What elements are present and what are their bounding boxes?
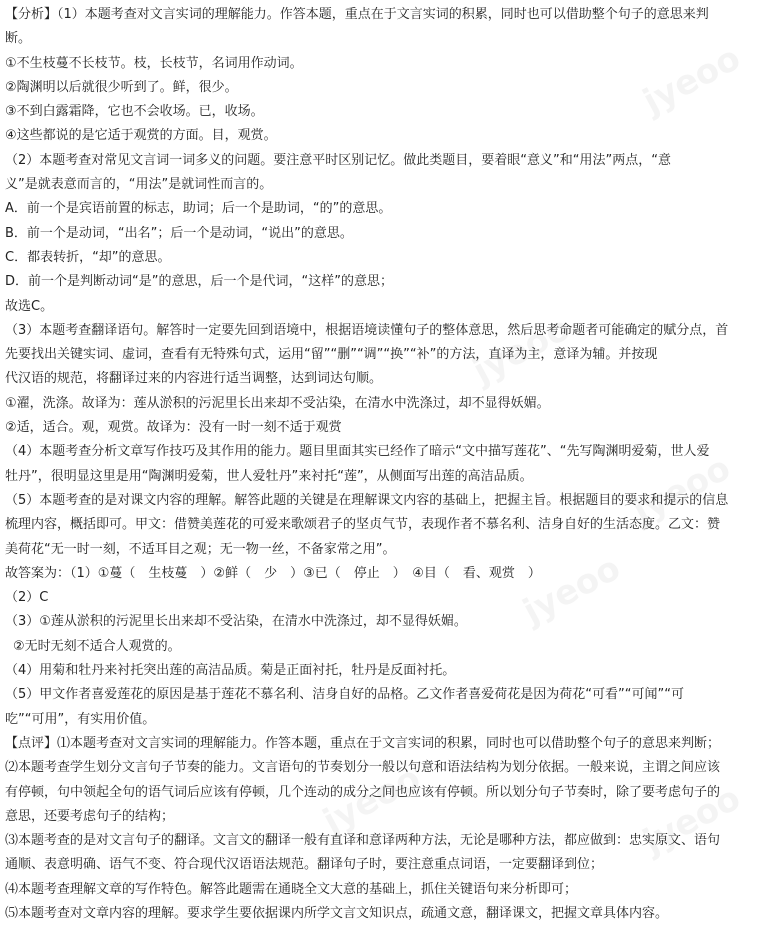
answer-line: （2）C bbox=[5, 590, 49, 606]
text-line: 断。 bbox=[5, 31, 32, 47]
answer-line: （5）甲文作者喜爱莲花的原因是基于莲花不慕名利、洁身自好的品格。乙文作者喜爱荷花是因为荷花“可看”“可闻”“可 bbox=[5, 687, 684, 703]
text-line: ①濯，洗涤。故译为：莲从淤积的污泥里长出来却不受沾染，在清水中洗涤过，却不显得妖媚。 bbox=[5, 395, 550, 411]
text-line: （2）本题考查对常见文言词一词多义的问题。要注意平时区别记忆。做此类题目，要着眼“意义”和“用法”两点，“意 bbox=[5, 152, 671, 168]
text-line: （5）本题考查的是对课文内容的理解。解答此题的关键是在理解课文内容的基础上，把握主旨。根据题目的要求和提示的信息 bbox=[5, 492, 729, 508]
text-line: 代汉语的规范，将翻译过来的内容进行适当调整，达到词达句顺。 bbox=[5, 371, 383, 387]
text-line: 牡丹”，很明显这里是用“陶渊明爱菊，世人爱牡丹”来衬托“莲”，从侧面写出莲的高洁品质。 bbox=[5, 468, 533, 484]
text-line: （3）本题考查翻译语句。解答时一定要先回到语境中，根据语境读懂句子的整体意思，然后思考命题者可能确定的赋分点，首 bbox=[5, 322, 729, 338]
comment-line: ⑷本题考查理解文章的写作特色。解答此题需在通晓全文大意的基础上，抓住关键语句来分析即可； bbox=[5, 881, 578, 897]
option-line: B．前一个是动词，“出名”；后一个是动词，“说出”的意思。 bbox=[5, 225, 353, 241]
option-line: A．前一个是宾语前置的标志，助词；后一个是助词，“的”的意思。 bbox=[5, 201, 392, 217]
text-line: ②适，适合。观，观赏。故译为：没有一时一刻不适于观赏 bbox=[5, 420, 342, 436]
text-line: 故选C。 bbox=[5, 298, 54, 314]
answer-line: 吃”“可用”，有实用价值。 bbox=[5, 711, 156, 727]
comment-line: ⑸本题考查对文章内容的理解。要求学生要依据课内所学文言文知识点，疏通文意，翻译课文，把握文章具体内容。 bbox=[5, 905, 669, 921]
text-line: （4）本题考查分析文章写作技巧及其作用的能力。题目里面其实已经作了暗示“文中描写莲花”、“先写陶渊明爱菊，世人爱 bbox=[5, 444, 710, 460]
comment-line: ⑵本题考查学生划分文言句子节奏的能力。文言语句的节奏划分一般以句意和语法结构为划分依据。一般来说，主谓之间应该 bbox=[5, 760, 721, 776]
comment-line: 意思，还要考虑句子的结构； bbox=[5, 808, 175, 824]
text-line: ②陶渊明以后就很少听到了。鲜，很少。 bbox=[5, 79, 238, 95]
text-line: 先要找出关键实词、虚词，查看有无特殊句式，运用“留”“删”“调”“换”“补”的方法，直译为主，意译为辅。并按现 bbox=[5, 347, 658, 363]
text-line: ③不到白露霜降，它也不会收场。已，收场。 bbox=[5, 104, 264, 120]
answer-line: （4）用菊和牡丹来衬托突出莲的高洁品质。菊是正面衬托，牡丹是反面衬托。 bbox=[5, 663, 456, 679]
option-line: D．前一个是判断动词“是”的意思，后一个是代词，“这样”的意思； bbox=[5, 274, 393, 290]
text-line: ①不生枝蔓不长枝节。枝，长枝节，名词用作动词。 bbox=[5, 55, 303, 71]
comment-line: 通顺、表意明确、语气不变、符合现代汉语语法规范。翻译句子时，要注意重点词语，一定要翻译到位； bbox=[5, 857, 604, 873]
answer-line: ②无时无刻不适合人观赏的。 bbox=[13, 638, 181, 654]
answer-line: （3）①莲从淤积的污泥里长出来却不受沾染，在清水中洗涤过，却不显得妖媚。 bbox=[5, 614, 467, 630]
text-line: 梳理内容，概括即可。甲文：借赞美莲花的可爱来歌颂君子的坚贞气节，表现作者不慕名利、洁身自好的生活态度。乙文：赞 bbox=[5, 517, 721, 533]
comment-heading-line: 【点评】⑴本题考查对文言实词的理解能力。作答本题，重点在于文言实词的积累，同时也可以借助整个句子的意思来判断； bbox=[5, 735, 721, 751]
answer-line: 故答案为：（1）①蔓（ 生枝蔓 ）②鲜（ 少 ）③已（ 停止 ） ④目（ 看、观赏 ） bbox=[5, 565, 541, 581]
text-line: ④这些都说的是它适于观赏的方面。目，观赏。 bbox=[5, 128, 277, 144]
comment-line: 有停顿，句中领起全句的语气词后应该有停顿，几个连动的成分之间也应该有停顿。所以划分句子节奏时，除了要考虑句子的 bbox=[5, 784, 721, 800]
option-line: C．都表转折，“却”的意思。 bbox=[5, 249, 171, 265]
comment-line: ⑶本题考查的是对文言句子的翻译。文言文的翻译一般有直译和意译两种方法，无论是哪种方法，都应做到：忠实原文、语句 bbox=[5, 833, 721, 849]
text-line: 美荷花“无一时一刻，不适耳目之观；无一物一丝，不备家常之用”。 bbox=[5, 541, 396, 557]
analysis-heading-line: 【分析】（1）本题考查对文言实词的理解能力。作答本题，重点在于文言实词的积累，同时也可以借助整个句子的意思来判 bbox=[5, 7, 709, 22]
text-line: 义”是就表意而言的，“用法”是就词性而言的。 bbox=[5, 177, 273, 193]
